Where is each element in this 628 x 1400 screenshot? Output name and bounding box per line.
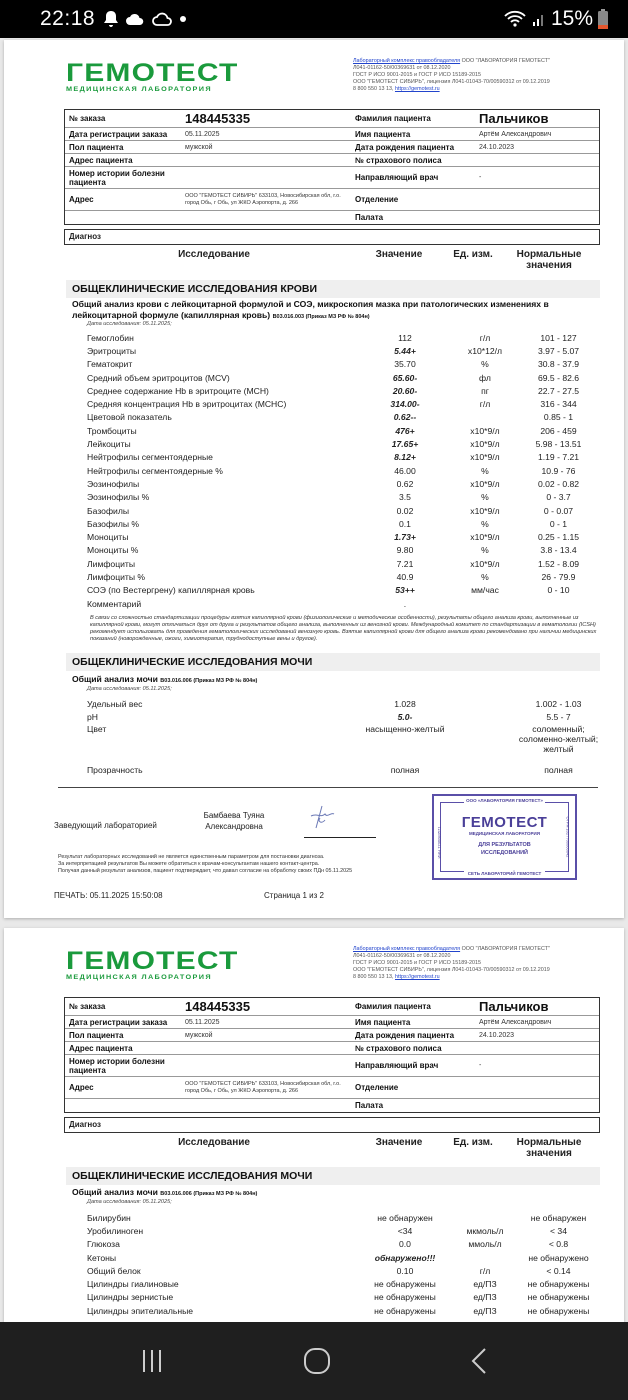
result-row — [87, 710, 600, 723]
test-value: 65.60- — [392, 372, 418, 383]
capillary-note: В связи со сложностью стандартизации процедуры взятия капиллярной крови (физиологические и методические особенности), результаты общего анализа крови, выполненные из капиллярной крови, могут отличаться друг от друга и результатов общего анализа, выполненных из венозной крови. Международный комитет по стандартизации в гематологии (ICSH) рекомендует использовать для проведения гематологических исследований венозную кровь. Взятие капиллярной крови для общего анализа крови рекомендовано при наличии медицинских показаний (новорожденные, ожоги, химиотерапия, труднодоступные вены и другое). — [90, 615, 597, 642]
result-row — [87, 397, 600, 410]
test-name: Эритроциты — [87, 345, 137, 356]
test-value: не обнаружены — [374, 1279, 436, 1290]
divider — [58, 787, 598, 788]
test-norm: 3.8 - 13.4 — [540, 545, 577, 556]
test-unit: г/л — [479, 399, 491, 410]
test-name: Моноциты % — [87, 545, 139, 556]
test-value: 0.02 — [396, 505, 414, 516]
test-value: не обнаружены — [374, 1292, 436, 1303]
test-norm: 5.5 - 7 — [546, 711, 571, 722]
test-name: pH — [87, 711, 98, 722]
section-urine: ОБЩЕКЛИНИЧЕСКИЕ ИССЛЕДОВАНИЯ МОЧИ — [66, 1167, 600, 1185]
result-row — [87, 1291, 600, 1304]
test-unit: мкмоль/л — [466, 1225, 504, 1236]
blood-results — [87, 331, 600, 610]
test-value: 17.65+ — [391, 439, 419, 450]
test-value: 7.21 — [396, 558, 414, 569]
clock: 22:18 — [40, 7, 96, 30]
test-value: 0.1 — [399, 518, 411, 529]
test-value: 35.70 — [394, 359, 416, 370]
result-row — [87, 597, 600, 610]
test-name: Нейтрофилы сегментоядерные — [87, 452, 213, 463]
page-number: Страница 1 из 2 — [264, 891, 324, 900]
test-name: Моноциты — [87, 532, 129, 543]
test-norm: < 0.14 — [546, 1265, 571, 1276]
gemotest-logo: ГЕМОТЕСТ МЕДИЦИНСКАЯ ЛАБОРАТОРИЯ — [66, 947, 239, 981]
test-value: полная — [390, 765, 420, 776]
test-unit: % — [481, 465, 489, 476]
test-norm: 5.98 - 13.51 — [535, 439, 582, 450]
result-row — [87, 437, 600, 450]
test-unit: ед/ПЗ — [473, 1279, 497, 1290]
test-unit: г/л — [479, 1265, 491, 1276]
result-row — [87, 504, 600, 517]
test-unit: % — [481, 518, 489, 529]
test-name: Базофилы % — [87, 518, 140, 529]
test-name: Средняя концентрация Hb в эритроцитах (MCHC) — [87, 399, 287, 410]
cloud-filled-icon — [125, 12, 145, 26]
test-norm: не обнаружены — [527, 1305, 590, 1316]
test-name: Цилиндры гиалиновые — [87, 1279, 179, 1290]
test-value: обнаружено!!! — [374, 1252, 436, 1263]
test-value: 0.62-- — [393, 412, 417, 423]
test-name: Общий белок — [87, 1265, 141, 1276]
test-norm: 0.85 - 1 — [543, 412, 574, 423]
test-norm: 30.8 - 37.9 — [537, 359, 580, 370]
test-unit: % — [481, 492, 489, 503]
test-name: Билирубин — [87, 1212, 131, 1223]
result-row — [87, 570, 600, 583]
test-value: не обнаружен — [377, 1212, 433, 1223]
test-value: 5.44+ — [394, 345, 416, 356]
test-norm: 0 - 0.07 — [543, 505, 574, 516]
test-unit: фл — [479, 372, 491, 383]
test-norm: 26 - 79.9 — [541, 571, 576, 582]
result-row — [87, 1304, 600, 1317]
section-blood: ОБЩЕКЛИНИЧЕСКИЕ ИССЛЕДОВАНИЯ КРОВИ — [66, 280, 600, 298]
test-title-urine: Общий анализ мочи B03.016.006 (Приказ МЗ РФ № 804н) — [72, 674, 258, 684]
test-name: Прозрачность — [87, 765, 143, 776]
battery-percent: 15% — [550, 7, 593, 30]
result-row — [87, 371, 600, 384]
test-name: СОЭ (по Вестергрену) капиллярная кровь — [87, 585, 255, 596]
disclaimer: Результат лабораторных исследований не является единственным параметром для постановки диагноза. За интерпретацией результатов Вы можете обратиться к врачам-консультантам нашего контакт-центра. Получая данный результат анализов, пациент подтверждает, что давал согласие на обработку своих ПДн 05.11.2025 — [58, 854, 353, 874]
result-row — [87, 1224, 600, 1237]
test-value: 40.9 — [396, 571, 414, 582]
test-norm: < 0.8 — [548, 1239, 569, 1250]
test-norm: 0 - 3.7 — [546, 492, 571, 503]
test-value: 53++ — [395, 585, 415, 596]
result-row — [87, 344, 600, 357]
result-row — [87, 1264, 600, 1277]
test-norm: 0.02 - 0.82 — [537, 478, 580, 489]
test-name: Среднее содержание Hb в эритроците (MCH) — [87, 385, 269, 396]
test-unit: ед/ПЗ — [473, 1292, 497, 1303]
signature-name: Бамбаева Туяна Александровна — [203, 811, 265, 831]
section-urine: ОБЩЕКЛИНИЧЕСКИЕ ИССЛЕДОВАНИЯ МОЧИ — [66, 653, 600, 671]
result-row — [87, 557, 600, 570]
test-unit: ммоль/л — [468, 1239, 502, 1250]
test-name: Кетоны — [87, 1252, 117, 1263]
test-name: Уробилиноген — [87, 1225, 144, 1236]
test-unit: x10*9/л — [470, 478, 500, 489]
test-value: 112 — [398, 332, 412, 343]
result-row — [87, 491, 600, 504]
test-norm: 1.19 - 7.21 — [537, 452, 580, 463]
signature-role: Заведующий лабораторией — [54, 821, 157, 830]
test-norm: соломенный; соломенно-желтый; желтый — [518, 723, 599, 754]
notification-icon — [103, 10, 119, 28]
patient-surname: Пальчиков — [479, 111, 549, 126]
test-name: Цветовой показатель — [87, 412, 172, 423]
test-value: 3.5 — [399, 492, 411, 503]
test-name: Средний объем эритроцитов (MCV) — [87, 372, 230, 383]
test-value: 8.12+ — [394, 452, 416, 463]
test-unit: ед/ПЗ — [473, 1305, 497, 1316]
test-value: 20.60- — [392, 385, 418, 396]
test-unit: x10*12/л — [467, 345, 503, 356]
test-norm: 316 - 344 — [540, 399, 577, 410]
test-norm: 1.52 - 8.09 — [537, 558, 580, 569]
test-value: . — [403, 598, 407, 609]
status-bar — [0, 0, 628, 38]
test-norm: 206 - 459 — [540, 425, 577, 436]
test-name: Тромбоциты — [87, 425, 137, 436]
test-name: Эозинофилы — [87, 478, 140, 489]
test-value: 476+ — [395, 425, 415, 436]
back-icon[interactable] — [469, 1347, 489, 1375]
signature-image — [308, 804, 338, 830]
test-norm: полная — [544, 765, 573, 776]
test-unit: x10*9/л — [470, 505, 500, 516]
diagnosis-row: Диагноз — [64, 1117, 600, 1133]
test-name: Гемоглобин — [87, 332, 134, 343]
result-row — [87, 411, 600, 424]
test-norm: 1.002 - 1.03 — [535, 698, 582, 709]
test-unit: г/л — [479, 332, 491, 343]
urine-results — [87, 1211, 600, 1317]
test-value: 0.10 — [396, 1265, 414, 1276]
order-number: 148445335 — [185, 111, 251, 126]
test-name: Нейтрофилы сегментоядерные % — [87, 465, 223, 476]
test-name: Лимфоциты % — [87, 571, 146, 582]
test-norm: 69.5 - 82.6 — [537, 372, 580, 383]
lab-complex-link[interactable]: Лабораторный комплекс правообладателя — [353, 946, 461, 952]
test-name: Глюкоза — [87, 1239, 120, 1250]
result-row — [87, 477, 600, 490]
urine-results — [87, 697, 600, 777]
test-unit: x10*9/л — [470, 532, 500, 543]
test-value: 1.73+ — [394, 532, 416, 543]
column-headers: Исследование Значение Ед. изм. Нормальные значения — [178, 249, 582, 271]
result-row — [87, 358, 600, 371]
diagnosis-row: Диагноз — [64, 229, 600, 245]
result-row — [87, 451, 600, 464]
report-page-2: ГЕМОТЕСТ МЕДИЦИНСКАЯ ЛАБОРАТОРИЯ Лабораторный комплекс правообладателя ООО "ЛАБОРАТОРИЯ ГЕМОТЕСТ" Л041-01162-50/00369631 от 08.12.2020 ГОСТ Р ИСО 9001-2015 и ГОСТ Р ИСО 15189-2015 ООО "ГЕМОТЕСТ СИБИРЬ", лицензия Л041-01043-70/00590312 от 09.12.2019 8 800 550 13 13, https://gemotest.ru № заказа 148445335 Фамилия пациента Пальчиков Дата регистрации заказа 05.11.2025 Имя пациента Артём Александрович Пол пациента мужской Дата рождения пациента 24.10.2023 Адрес пациента № страхового полиса Номер истории болезни пациента Направляющий врач - Адрес ООО "ГЕМОТЕСТ СИБИРЬ" 633103, Новосибирская обл, г.о. город Обь, г Обь, ул ЖКО Аэропорта, д. 266 Отделение Палата Диагноз Исследование Значение Ед. изм. Нормальные значения ОБЩЕКЛИНИЧЕСКИЕ ИССЛЕДОВАНИЯ МОЧИ Общий анализ мочи B03.016.006 (Приказ МЗ РФ № 804н) Дата исследования: 05.11.2025; Билирубин не обнаружен не обнаружен Уробилиноген <34 мкмоль/л < 34 Глюкоза 0.0 ммоль/л < 0.8 Кетоны обнаружено!!! не обнаружено Общий белок 0.10 г/л < 0.14 Цилиндры гиалиновые не обнаружены ед/ПЗ не обнаружены Цилиндры зернистые не обнаружены ед/ПЗ не обнаружены Цилиндры эпителиальные не обнаружены ед/ПЗ не обнаружены — [4, 928, 624, 1322]
test-norm: 22.7 - 27.5 — [537, 385, 580, 396]
result-row — [87, 331, 600, 344]
test-unit: x10*9/л — [470, 439, 500, 450]
result-row — [87, 1211, 600, 1224]
test-unit: пг — [481, 385, 489, 396]
patient-info-table: № заказа 148445335 Фамилия пациента Пальчиков Дата регистрации заказа 05.11.2025 Имя пациента Артём Александрович Пол пациента мужской Дата рождения пациента 24.10.2023 Адрес пациента № страхового полиса Номер истории болезни пациента Направляющий врач - Адрес ООО "ГЕМОТЕСТ СИБИРЬ" 633103, Новосибирская обл, г.о. город Обь, г Обь, ул ЖКО Аэропорта, д. 266 Отделение Палата — [64, 997, 600, 1113]
result-row — [87, 697, 600, 710]
test-name: Комментарий — [87, 598, 142, 609]
website-link[interactable]: https://gemotest.ru — [394, 974, 440, 980]
signal-icon — [532, 11, 546, 27]
test-unit: мм/час — [471, 585, 499, 596]
result-row — [87, 764, 600, 777]
test-norm: < 34 — [550, 1225, 567, 1236]
test-value: <34 — [397, 1225, 413, 1236]
test-name: Базофилы — [87, 505, 130, 516]
result-row — [87, 424, 600, 437]
test-name: Цилиндры зернистые — [87, 1292, 174, 1303]
test-norm: 0.25 - 1.15 — [537, 532, 580, 543]
patient-info-table: № заказа 148445335 Фамилия пациента Пальчиков Дата регистрации заказа 05.11.2025 Имя пациента Артём Александрович Пол пациента мужской Дата рождения пациента 24.10.2023 Адрес пациента № страхового полиса Номер истории болезни пациента Направляющий врач - Адрес ООО "ГЕМОТЕСТ СИБИРЬ" 633103, Новосибирская обл, г.о. город Обь, г Обь, ул ЖКО Аэропорта, д. 266 Отделение Палата — [64, 109, 600, 225]
result-row — [87, 1238, 600, 1251]
column-headers: Исследование Значение Ед. изм. Нормальные значения — [178, 1137, 582, 1159]
test-norm: 0 - 1 — [549, 518, 568, 529]
cloud-outline-icon — [151, 11, 173, 27]
test-value: 0.62 — [396, 478, 414, 489]
recent-apps-icon[interactable] — [139, 1348, 165, 1374]
test-name: Лейкоциты — [87, 439, 131, 450]
result-row — [87, 584, 600, 597]
print-timestamp: ПЕЧАТЬ: 05.11.2025 15:50:08 — [54, 891, 163, 900]
test-title-urine: Общий анализ мочи B03.016.006 (Приказ МЗ РФ № 804н) — [72, 1187, 258, 1197]
result-row — [87, 384, 600, 397]
test-value: 5.0- — [397, 711, 413, 722]
result-row — [87, 530, 600, 543]
test-unit: % — [481, 545, 489, 556]
lab-complex-link[interactable]: Лабораторный комплекс правообладателя — [353, 58, 461, 64]
report-page-1: ГЕМОТЕСТ МЕДИЦИНСКАЯ ЛАБОРАТОРИЯ Лабораторный комплекс правообладателя ООО "ЛАБОРАТОРИЯ ГЕМОТЕСТ" Л041-01162-50/00369631 от 08.12.2020 ГОСТ Р ИСО 9001-2015 и ГОСТ Р ИСО 15189-2015 ООО "ГЕМОТЕСТ СИБИРЬ", лицензия Л041-01043-70/00590312 от 09.12.2019 8 800 550 13 13, https://gemotest.ru № заказа 148445335 Фамилия пациента Пальчиков Дата регистрации заказа 05.11.2025 Имя пациента Артём Александрович Пол пациента мужской Дата рождения пациента 24.10.2023 Адрес пациента № страхового полиса Номер истории болезни пациента Направляющий врач - Адрес ООО "ГЕМОТЕСТ СИБИРЬ" 633103, Новосибирская обл, г.о. город Обь, г Обь, ул ЖКО Аэропорта, д. 266 Отделение Палата Диагноз Исследование Значение Ед. изм. Нормальные значения ОБЩЕКЛИНИЧЕСКИЕ ИССЛЕДОВАНИЯ КРОВИ Общий анализ крови с лейкоцитарной формулой и СОЭ, микроскопия мазка при патологических изменениях в лейкоцитарной формуле (капиллярная кровь) B03.016.003 (Приказ МЗ РФ № 804н) Дата исследования: 05.11.2025; Гемоглобин 112 г/л 101 - 127 Эритроциты 5.44+ x10*12/л 3.97 - 5.07 Гематокрит 35.70 % 30.8 - 37.9 Средний объем эритроцитов (MCV) 65.60- фл 69.5 - 82.6 Среднее содержание Hb в эритроците (MCH) 20.60- пг 22.7 - 27.5 Средняя концентрация Hb в эритроцитах (MCHC) 314.00- г/л 316 - 344 Цветовой показатель 0.62-- 0.85 - 1 Тромбоциты 476+ x10*9/л 206 - 459 Лейкоциты 17.65+ x10*9/л 5.98 - 13.51 Нейтрофилы сегментоядерные 8.12+ x10*9/л 1.19 - 7.21 Нейтрофилы сегментоядерные % 46.00 % 10.9 - 76 Эозинофилы 0.62 x10*9/л 0.02 - 0.82 Эозинофилы % 3.5 % 0 - 3.7 Базофилы 0.02 x10*9/л 0 - 0.07 Базофилы % 0.1 % 0 - 1 Моноциты 1.73+ x10*9/л 0.25 - 1.15 Моноциты % 9.80 % 3.8 - 13.4 Лимфоциты 7.21 x10*9/л 1.52 - 8.09 Лимфоциты % 40.9 % 26 - 79.9 СОЭ (по Вестергрену) капиллярная кровь 53++ мм/час 0 - 10 Комментарий . В связи со сложностью стандартизации процедуры взятия капиллярной крови (физиологические и методические особенности), результаты общего анализа крови, выполненные из капиллярной крови, могут отличаться друг от друга и результатов общего анализа, выполненных из венозной крови. Международный комитет по стандартизации в гематологии (ICSH) рекомендует использовать для проведения гематологических исследований венозную кровь. Взятие капиллярной крови для общего анализа крови рекомендовано при наличии медицинских показаний (новорожденные, ожоги, химиотерапия, труднодоступные вены и другое). ОБЩЕКЛИНИЧЕСКИЕ ИССЛЕДОВАНИЯ МОЧИ Общий анализ мочи B03.016.006 (Приказ МЗ РФ № 804н) Дата исследования: 05.11.2025; Удельный вес 1.028 1.002 - 1.03 pH 5.0- 5.5 - 7 Цвет насыщенно-желтый соломенный; соломенно-желтый; желтый Прозрачность полная полная Заведующий лабораторией Бамбаева Туяна Александровна Результат лабораторных исследований не является единственным параметром для постановки диагноза. За интерпретацией результатов Вы можете обратиться к врачам-консультантам нашего контакт-центра. Получая данный результат анализов, пациент подтверждает, что давал согласие на обработку своих ПДн 05.11.2025 ООО «ЛАБОРАТОРИЯ ГЕМОТЕСТ» ГЕМОТЕСТ МЕДИЦИНСКАЯ ЛАБОРАТОРИЯ ДЛЯ РЕЗУЛЬТАТОВ ИССЛЕДОВАНИЙ СЕТЬ ЛАБОРАТОРИЙ ГЕМОТЕСТ ИНН 7706083571 ОГРН 1027700066642 ПЕЧАТЬ: 05.11.2025 15:50:08 Страница 1 из 2 — [4, 40, 624, 918]
test-norm: не обнаружен — [530, 1212, 587, 1223]
test-norm: 101 - 127 — [540, 332, 577, 343]
test-norm: 10.9 - 76 — [541, 465, 576, 476]
test-unit: x10*9/л — [470, 558, 500, 569]
result-row — [87, 724, 600, 764]
test-name: Цилиндры эпителиальные — [87, 1305, 194, 1316]
test-value: насыщенно-желтый — [365, 723, 445, 734]
license-info: Лабораторный комплекс правообладателя ООО "ЛАБОРАТОРИЯ ГЕМОТЕСТ" Л041-01162-50/00369631 от 08.12.2020 ГОСТ Р ИСО 9001-2015 и ГОСТ Р ИСО 15189-2015 ООО "ГЕМОТЕСТ СИБИРЬ", лицензия Л041-01043-70/00590312 от 09.12.2019 8 800 550 13 13, https://gemotest.ru — [353, 58, 550, 92]
result-row — [87, 517, 600, 530]
result-row — [87, 464, 600, 477]
website-link[interactable]: https://gemotest.ru — [394, 86, 440, 92]
test-unit: x10*9/л — [470, 425, 500, 436]
test-name: Цвет — [87, 723, 107, 734]
result-row — [87, 1251, 600, 1264]
test-norm: не обнаружено — [528, 1252, 589, 1263]
test-norm: не обнаружены — [527, 1292, 590, 1303]
test-name: Гематокрит — [87, 359, 133, 370]
gemotest-logo: ГЕМОТЕСТ МЕДИЦИНСКАЯ ЛАБОРАТОРИЯ — [66, 59, 239, 93]
navigation-bar — [0, 1322, 628, 1400]
test-name: Лимфоциты — [87, 558, 136, 569]
license-info: Лабораторный комплекс правообладателя ООО "ЛАБОРАТОРИЯ ГЕМОТЕСТ" Л041-01162-50/00369631 от 08.12.2020 ГОСТ Р ИСО 9001-2015 и ГОСТ Р ИСО 15189-2015 ООО "ГЕМОТЕСТ СИБИРЬ", лицензия Л041-01043-70/00590312 от 09.12.2019 8 800 550 13 13, https://gemotest.ru — [353, 946, 550, 980]
test-name: Эозинофилы % — [87, 492, 150, 503]
test-value: 46.00 — [394, 465, 416, 476]
dot-icon — [179, 15, 187, 23]
battery-icon — [598, 9, 608, 29]
test-norm: 3.97 - 5.07 — [537, 345, 580, 356]
result-row — [87, 544, 600, 557]
test-value: не обнаружены — [374, 1305, 436, 1316]
signature-line — [304, 837, 376, 838]
test-norm: 0 - 10 — [547, 585, 570, 596]
lab-stamp: ООО «ЛАБОРАТОРИЯ ГЕМОТЕСТ» ГЕМОТЕСТ МЕДИЦИНСКАЯ ЛАБОРАТОРИЯ ДЛЯ РЕЗУЛЬТАТОВ ИССЛЕДОВАНИЙ СЕТЬ ЛАБОРАТОРИЙ ГЕМОТЕСТ ИНН 7706083571 ОГРН 1027700066642 — [432, 794, 577, 880]
test-unit: % — [481, 359, 489, 370]
test-unit: x10*9/л — [470, 452, 500, 463]
test-title-cbc: Общий анализ крови с лейкоцитарной формулой и СОЭ, микроскопия мазка при патологических изменениях в лейкоцитарной формуле (капиллярная кровь) B03.016.003 (Приказ МЗ РФ № 804н) — [72, 299, 549, 320]
test-norm: не обнаружены — [527, 1279, 590, 1290]
wifi-icon — [503, 10, 527, 28]
test-value: 9.80 — [396, 545, 414, 556]
test-name: Удельный вес — [87, 698, 143, 709]
home-icon[interactable] — [303, 1347, 331, 1375]
test-value: 1.028 — [394, 698, 416, 709]
test-value: 0.0 — [399, 1239, 411, 1250]
test-value: 314.00- — [390, 399, 420, 410]
test-unit: % — [481, 571, 489, 582]
result-row — [87, 1277, 600, 1290]
